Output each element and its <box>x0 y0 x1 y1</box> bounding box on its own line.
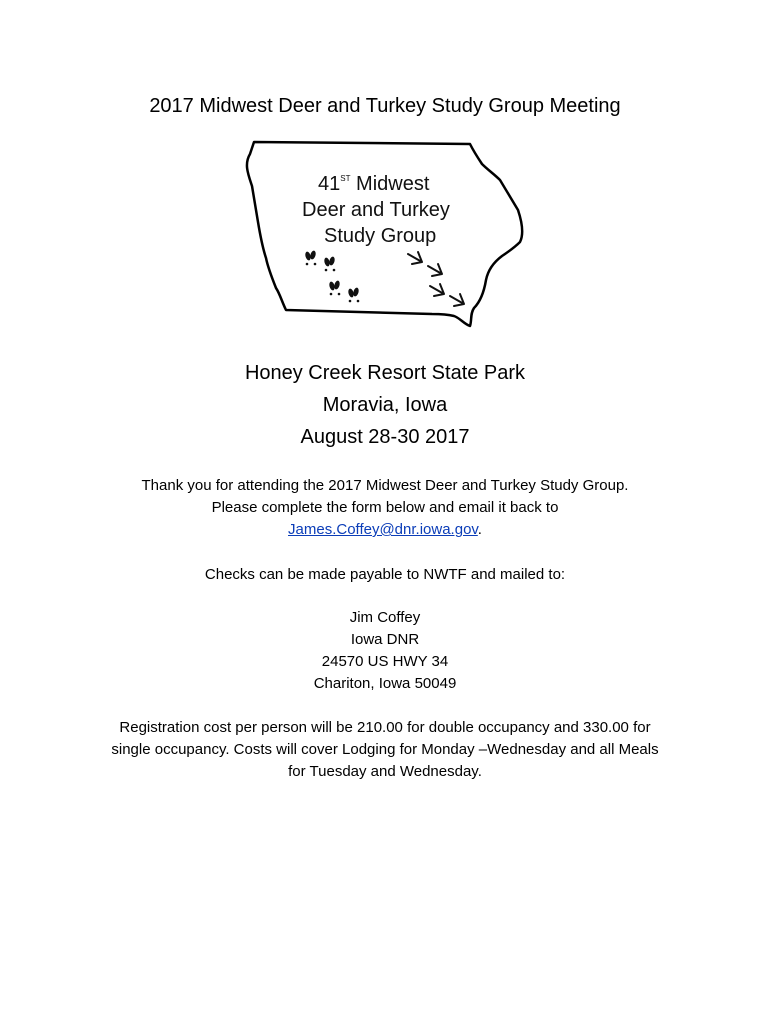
registration-cost-paragraph <box>0 717 770 783</box>
address-city: Chariton, Iowa 50049 <box>313 675 457 692</box>
svg-text:41ST Midwest <box>318 173 430 195</box>
venue-location: Moravia, Iowa <box>322 394 448 416</box>
venue-name: Honey Creek Resort State Park <box>244 362 526 384</box>
mailing-address <box>0 607 770 695</box>
logo-line1-rest: Midwest <box>350 173 430 195</box>
logo-line3: Study Group <box>324 225 437 247</box>
study-group-logo <box>232 138 528 330</box>
address-street: 24570 US HWY 34 <box>321 653 449 670</box>
address-name: Jim Coffey <box>349 609 421 626</box>
address-org: Iowa DNR <box>350 631 420 648</box>
intro-paragraph <box>0 475 770 541</box>
logo-number: 41 <box>318 173 341 195</box>
intro-line1: Thank you for attending the 2017 Midwest Deer and Turkey Study Group. <box>141 477 629 494</box>
page-title: 2017 Midwest Deer and Turkey Study Group Meeting <box>149 95 621 117</box>
checks-instructions: Checks can be made payable to NWTF and mailed to: <box>204 566 566 583</box>
turkey-tracks-icon <box>408 252 464 306</box>
email-link[interactable]: James.Coffey@dnr.iowa.gov <box>288 521 478 538</box>
intro-line2: Please complete the form below and email it back to <box>211 499 559 516</box>
cost-line2: single occupancy. Costs will cover Lodging for Monday –Wednesday and all Meals <box>111 741 659 758</box>
cost-line1: Registration cost per person will be 210.00 for double occupancy and 330.00 for <box>119 719 651 736</box>
email-period: . <box>477 521 482 538</box>
logo-line2: Deer and Turkey <box>302 199 450 221</box>
iowa-state-outline-icon <box>232 138 528 330</box>
deer-tracks-icon <box>304 250 359 302</box>
email-line <box>0 519 770 541</box>
logo-superscript: ST <box>340 174 351 183</box>
event-dates: August 28-30 2017 <box>300 426 470 448</box>
cost-line3: for Tuesday and Wednesday. <box>288 763 482 780</box>
